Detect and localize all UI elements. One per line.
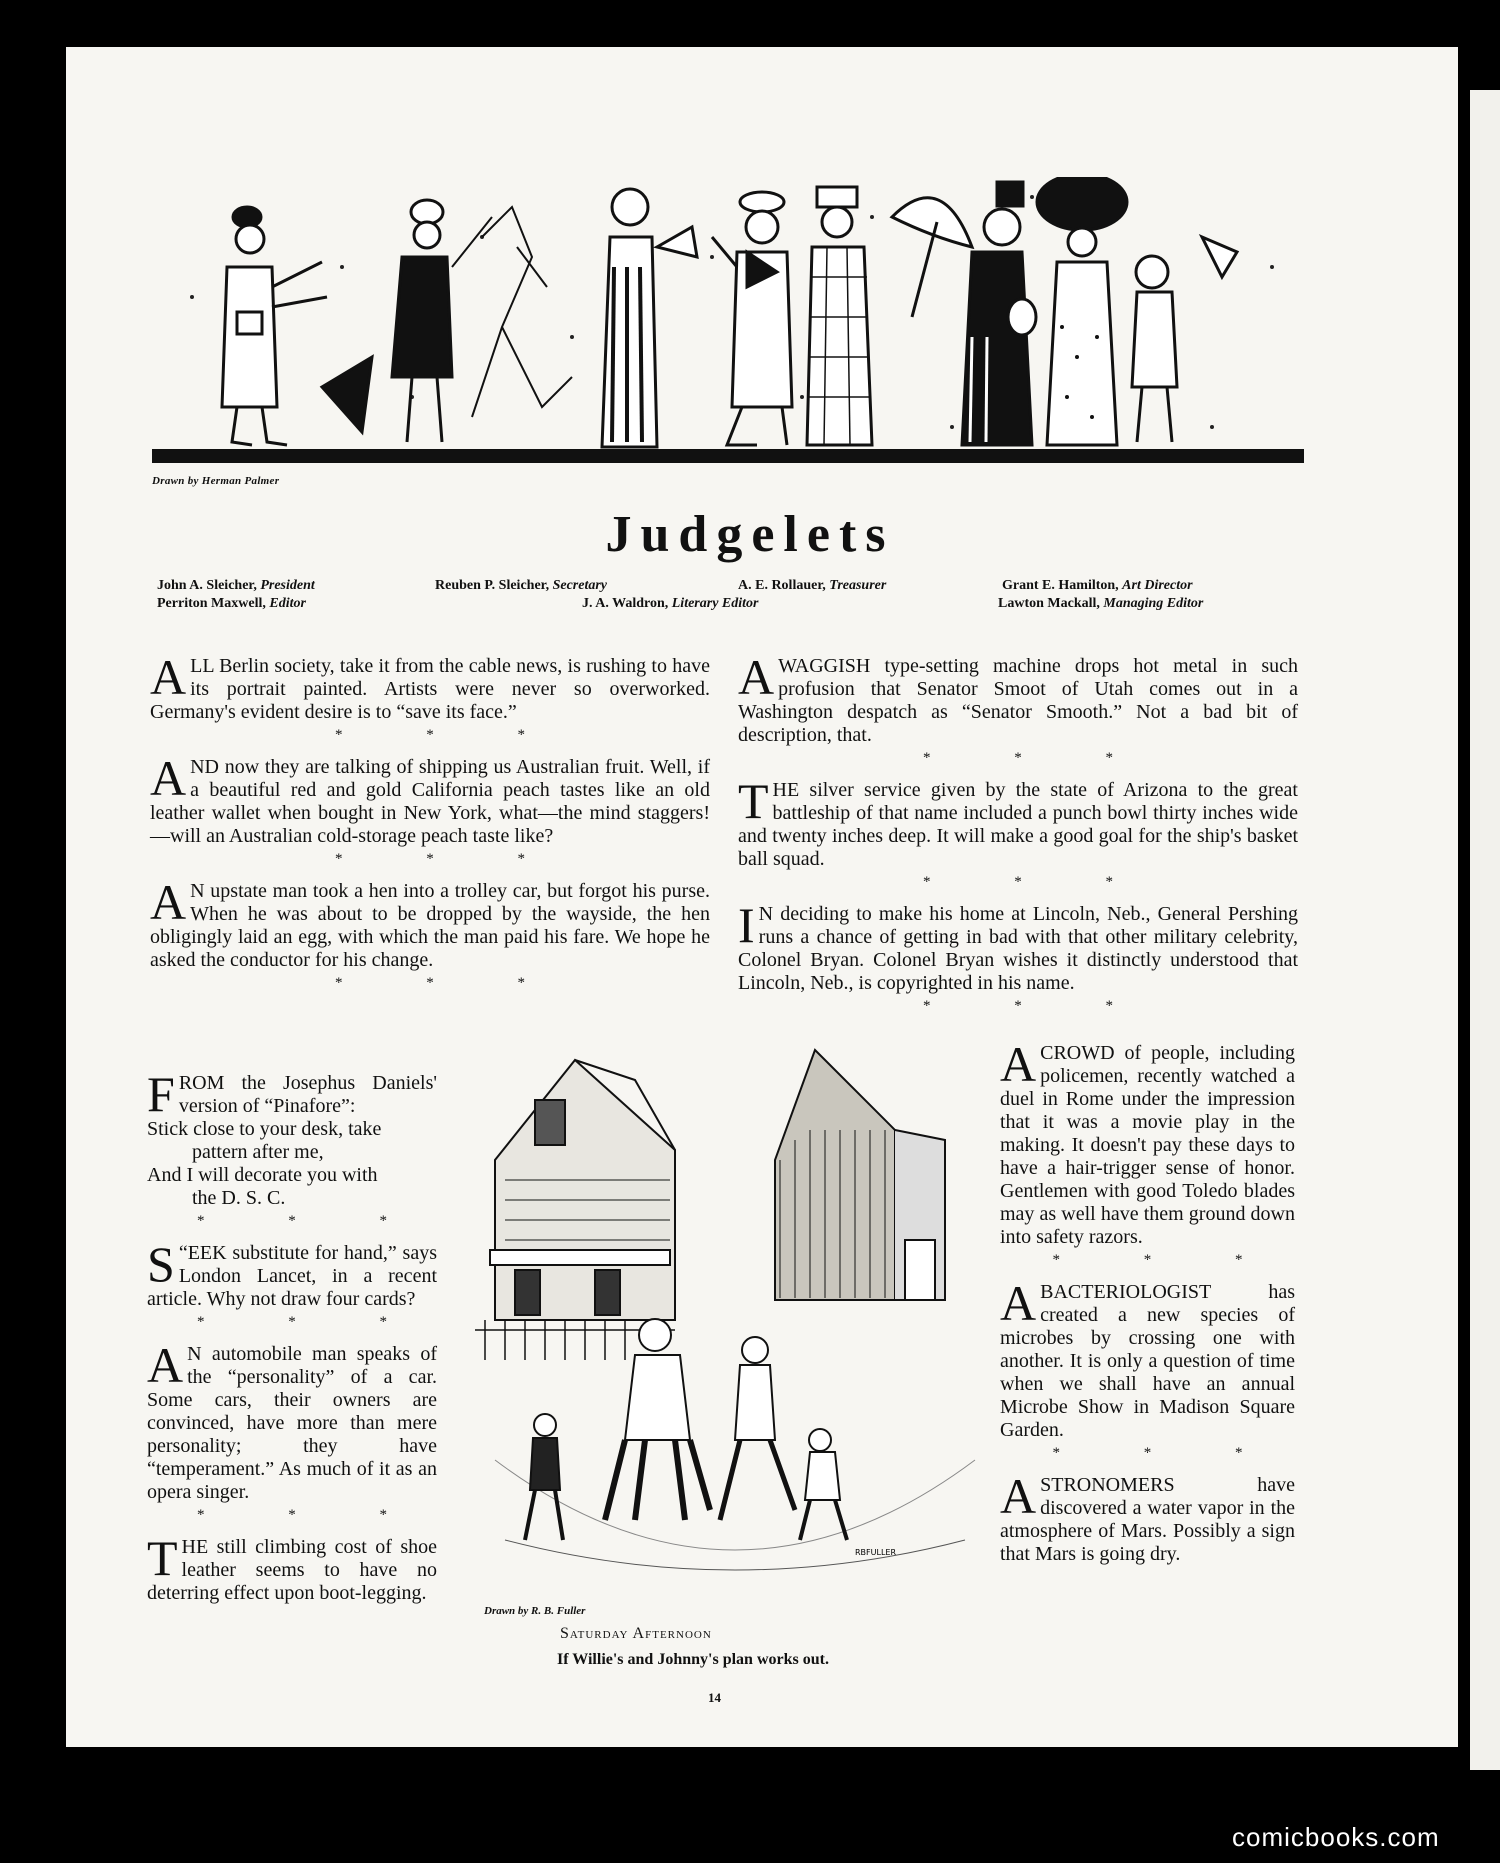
page-number: 14 (708, 1690, 721, 1705)
separator: * * * (197, 1213, 427, 1229)
paragraph-waggish: AWAGGISH type-setting machine drops hot metal in such profusion that Senator Smoot of Utah comes out in a Washington despatch as “Senator Smooth.” Not a bad bit of description, that. (738, 649, 1298, 746)
illustration-credit: Drawn by R. B. Fuller (484, 1605, 586, 1617)
illustration-caption-title: Saturday Afternoon (560, 1625, 712, 1642)
staff-secretary: Reuben P. Sleicher, Secretary (435, 578, 608, 593)
paragraph-berlin: ALL Berlin society, take it from the cable news, is rushing to have its portrait painted. Artists were never so overworked. Germany's evident desire is to “save its face.” (150, 649, 710, 723)
illustration-caption-text: If Willie's and Johnny's plan works out. (557, 1651, 829, 1668)
separator: * * * (923, 874, 1153, 890)
paragraph-arizona: THE silver service given by the state of Arizona to the great battleship of that name included a punch bowl thirty inches wide and twenty inches deep. It will make a good goal for the ship's basket ball squad. (738, 773, 1298, 870)
separator: * * * (923, 750, 1153, 766)
staff-treasurer: A. E. Rollauer, Treasurer (738, 578, 887, 593)
illustration-signature: RBFULLER (855, 1548, 897, 1557)
staff-president: John A. Sleicher, President (157, 578, 315, 593)
paragraph-bacteriologist: ABACTERIOLOGIST has created a new species of microbes by crossing one with another. It is only a question of time when we shall have an annual Microbe Show in Madison Square Garden. (1000, 1275, 1295, 1441)
separator: * * * (197, 1507, 427, 1523)
separator: * * * (335, 975, 565, 991)
narrow-column (147, 1066, 437, 1605)
paragraph-duel: ACROWD of people, including policemen, recently watched a duel in Rome under the impression that it was a movie play in the making. It doesn't pay these days to have a hair-trigger sense of honor. Gentlemen with good Toledo blades may as well have them ground down into safety razors. (1000, 1036, 1295, 1248)
separator: * * * (197, 1314, 427, 1330)
separator: * * * (1052, 1252, 1283, 1268)
paragraph-hen: A N upstate man took a hen into a trolley car, but forgot his purse. When he was about to be dropped by the wayside, the hen obligingly laid an egg, with which the man paid his fare. We hope he asked the conductor for his change. (150, 874, 710, 971)
paragraph-pinafore: FROM the Josephus Daniels' version of “Pinafore”: (147, 1066, 437, 1122)
separator: * * * (335, 851, 565, 867)
staff-literary-editor: J. A. Waldron, Literary Editor (582, 596, 759, 611)
separator: * * * (335, 727, 565, 743)
pinafore-verse: Stick close to your desk, take pattern after me, And I will decorate you with the D. S. C. (147, 1118, 382, 1209)
left-column (150, 649, 710, 1004)
paragraph-astronomers: ASTRONOMERS have discovered a water vapor in the atmosphere of Mars. Possibly a sign that Mars is going dry. (1000, 1468, 1295, 1565)
right-column (738, 649, 1298, 1027)
separator: * * * (923, 998, 1153, 1014)
paragraph-shoe-leather: THE still climbing cost of shoe leather seems to have no deterring effect upon boot-legging. (147, 1530, 437, 1604)
paragraph-pershing: I N deciding to make his home at Lincoln, Neb., General Pershing runs a chance of getting in bad with that other military celebrity, Colonel Bryan. Colonel Bryan wishes it distinctly understood that Lincoln, Neb., is copyrighted in his name. (738, 897, 1298, 994)
banner-illustration (152, 177, 1304, 465)
paragraph-automobile: A N automobile man speaks of the “personality” of a car. Some cars, their owners are convinced, have more than mere personality; they have “temperament.” As much of it as an opera singer. (147, 1337, 437, 1503)
paragraph-seek: “ S EEK substitute for hand,” says London Lancet, in a recent article. Why not draw four cards? (147, 1236, 437, 1310)
staff-managing-editor: Lawton Mackall, Managing Editor (998, 596, 1204, 611)
saturday-afternoon-illustration (475, 1040, 995, 1590)
staff-art-director: Grant E. Hamilton, Art Director (1002, 578, 1193, 593)
next-page-edge (1470, 90, 1500, 1770)
page-title: Judgelets (605, 506, 895, 563)
separator: * * * (1052, 1445, 1283, 1461)
banner-credit: Drawn by Herman Palmer (152, 475, 280, 487)
paragraph-australian-fruit: AND now they are talking of shipping us Australian fruit. Well, if a beautiful red and gold California peach tastes like an old leather wallet when bought in New York, what—the mind staggers!—will an Australian cold-storage peach taste like? (150, 750, 710, 847)
far-right-column (1000, 1036, 1295, 1566)
watermark: comicbooks.com (1232, 1822, 1440, 1852)
staff-editor: Perriton Maxwell, Editor (157, 596, 306, 611)
